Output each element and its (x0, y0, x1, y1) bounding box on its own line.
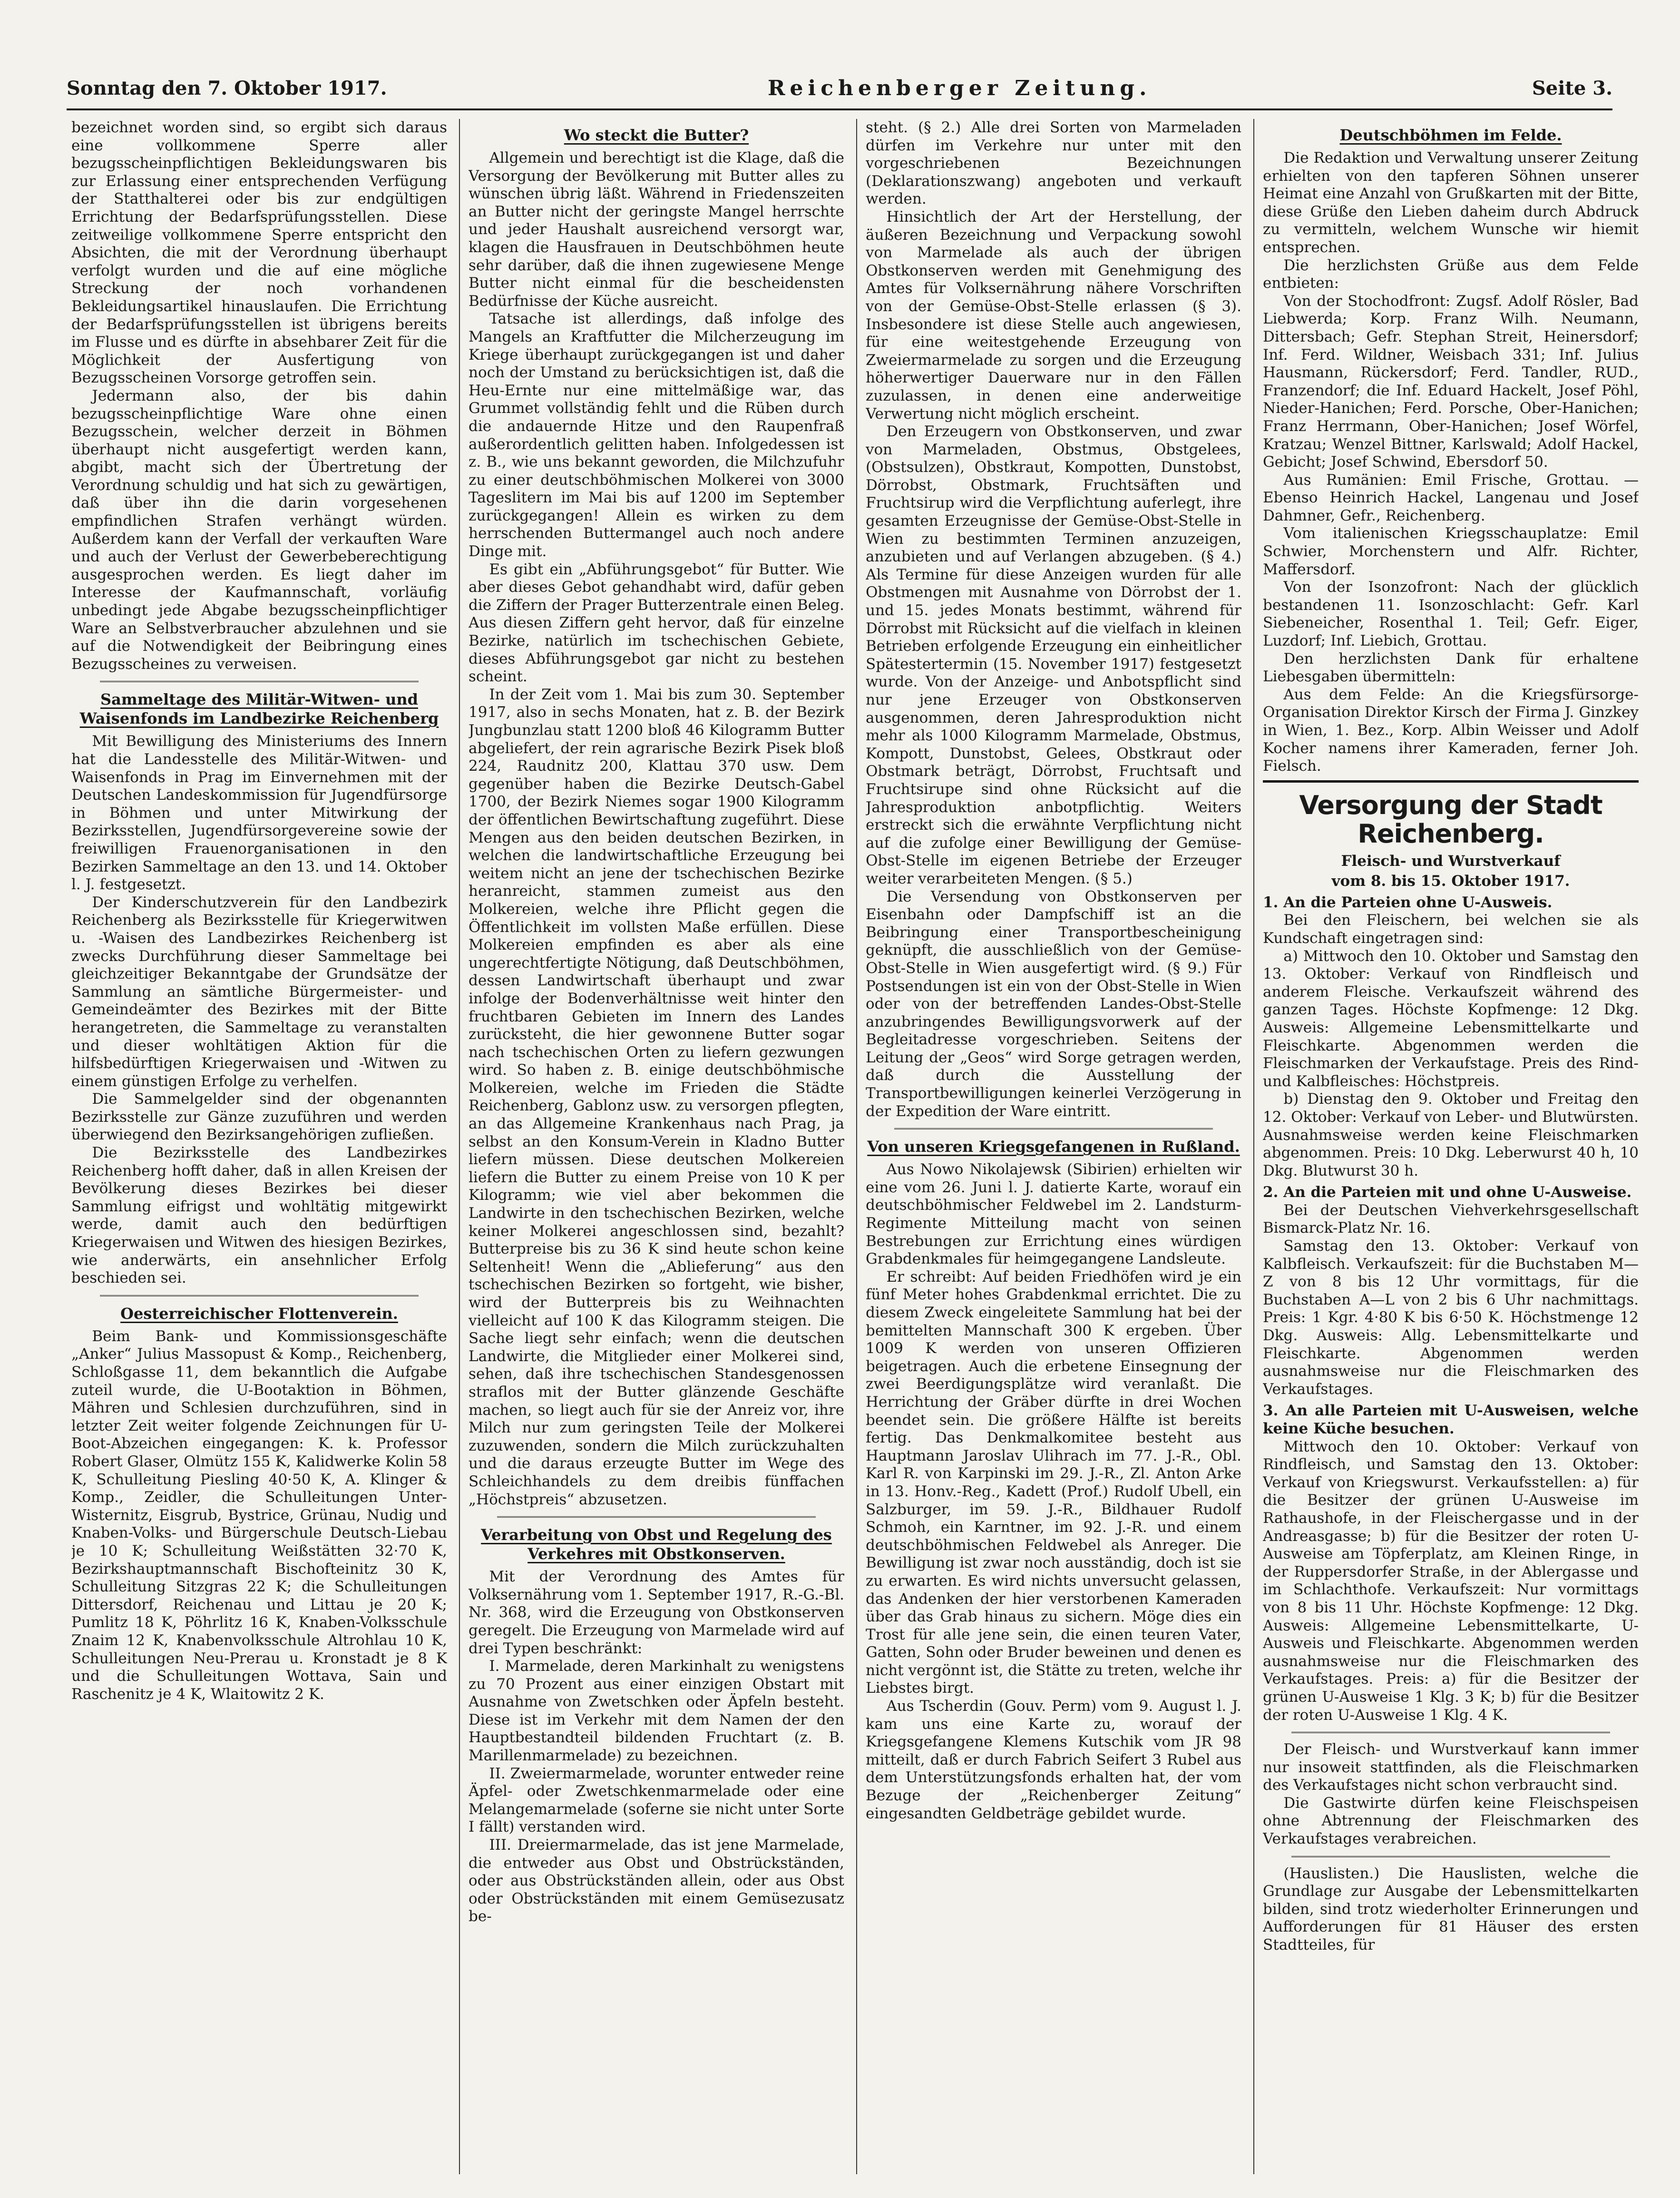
article-paragraph: steht. (§ 2.) Alle drei Sorten von Marmeladen dürfen im Verkehre nur unter mit den vorgeschriebenen Bezeichnungen (Deklarationszwang) angeboten und verkauft werden. (866, 119, 1241, 208)
article-paragraph: Allgemein und berechtigt ist die Klage, daß die Versorgung der Bevölkerung mit Butter alles zu wünschen übrig läßt. Während in Friedenszeiten an Butter nicht der geringste Mangel herrschte und jeder Haushalt ausreichend versorgt war, klagen die Hausfrauen in Deutschböhmen heute sehr darüber, daß die ihnen zugewiesene Menge Butter nicht einmal für die bescheidensten Bedürfnisse der Küche ausreicht. (469, 149, 844, 310)
section-subheadline: Fleisch- und Wurstverkauf (1341, 852, 1561, 870)
article-paragraph: Den Erzeugern von Obstkonserven, und zwar von Marmeladen, Obstmus, Obstgelees, (Obstsulzen), Obstkraut, Kompotten, Dunstobst, Dörrobst, Obstmark, Fruchtsäften und Fruchtsirup wird die Verpflichtung auferlegt, ihre gesamten Erzeugnisse der Gemüse-Obst-Stelle in Wien zu bestimmten Terminen anzuzeigen, anzubieten und auf Verlangen abzugeben. (§ 4.) Als Termine für diese Anzeigen wurden für alle Obstmengen mit Ausnahme von Dörrobst der 1. und 15. jedes Monats bestimmt, während für Dörrobst mit Rücksicht auf die vielfach in kleinen Betrieben erfolgende Erzeugung ein einheitlicher Spätestertermin (15. November 1917) festgesetzt wurde. Von der Anzeige- und Anbotspflicht sind nur jene Erzeuger von Obstkonserven ausgenommen, deren Jahresproduktion nicht mehr als 1000 Kilogramm Marmelade, Obstmus, Kompott, Dunstobst, Gelees, Obstkraut oder Obstmark beträgt, Dörrobst, Fruchtsaft und Fruchtsirupe sind ohne Rücksicht auf die Jahresproduktion anbotpflichtig. Weiters erstreckt sich die erwähnte Verpflichtung nicht auf die zufolge einer Bewilligung der Gemüse-Obst-Stelle im eigenen Betriebe der Erzeuger weiter verarbeiteten Mengen. (§ 5.) (866, 423, 1241, 887)
article-separator (100, 1295, 419, 1296)
column-divider (459, 119, 460, 2174)
column-divider (1253, 119, 1254, 2174)
article-paragraph: bezeichnet worden sind, so ergibt sich daraus eine vollkommene Sperre aller bezugsscheinpflichtigen Bekleidungswaren bis zur Erlassung einer entsprechenden Verfügung der Statthalterei oder bis zur endgültigen Errichtung der Bedarfsprüfungsstellen. Diese zeitweilige vollkommene Sperre entspricht den Absichten, die mit der Verordnung überhaupt verfolgt wurden und die auf eine mögliche Streckung der noch vorhandenen Bekleidungsartikel hinauslaufen. Die Errichtung der Bedarfsprüfungsstellen ist übrigens bereits im Flusse und es dürfte in absehbarer Zeit für die Möglichkeit der Ausfertigung von Bezugsscheinen Vorsorge getroffen sein. (71, 119, 447, 387)
article-headline: Oesterreichischer Flottenverein. (120, 1304, 398, 1323)
section-headline: Versorgung der Stadt Reichenberg. (1299, 790, 1602, 849)
article-headline: Sammeltage des Militär-Witwen- und Waisenfonds im Landbezirke Reichenberg (79, 690, 439, 728)
article-paragraph: In der Zeit vom 1. Mai bis zum 30. September 1917, also in sechs Monaten, hat z. B. der Bezirk Jungbunzlau statt 1200 bloß 46 Kilogramm Butter abgeliefert, der rein agrarische Bezirk Pisek bloß 224, Raudnitz 200, Klattau 370 usw. Dem gegenüber haben die Bezirke Deutsch-Gabel 1700, der Bezirk Niemes sogar 1900 Kilogramm der öffentlichen Bewirtschaftung zugeführt. Diese Mengen aus den beiden deutschen Bezirken, in welchen die landwirtschaftliche Erzeugung bei weitem nicht an jene der tschechischen Bezirke heranreicht, stammen zumeist aus den Molkereien, welche ihre Pflicht gegen die Öffentlichkeit im vollsten Maße erfüllen. Diese Molkereien empfinden es aber als eine ungerechtfertigte Nötigung, daß Deutschböhmen, dessen Landwirtschaft überhaupt und zwar infolge der Bodenverhältnisse weit hinter den fruchtbaren Gebieten im Innern des Landes zurücksteht, die hier gewonnene Butter sogar nach tschechischen Orten zu liefern gezwungen wird. So haben z. B. einige deutschböhmische Molkereien, welche im Frieden die Städte Reichenberg, Gablonz usw. zu versorgen pflegten, an das Allgemeine Krankenhaus nach Prag, ja selbst an den Konsum-Verein in Kladno Butter liefern müssen. Diese deutschen Molkereien liefern die Butter zu einem Preise von 10 K per Kilogramm; wie viel aber bekommen die Landwirte in den tschechischen Bezirken, welche keiner Molkerei angeschlossen sind, bezahlt? Butterpreise bis zu 36 K sind heute schon keine Seltenheit! Wenn die „Ablieferung“ aus den tschechischen Bezirken so fortgeht, wie bisher, wird der Butterpreis bis zu Weihnachten vielleicht auf 100 K das Kilogramm steigen. Die Sache liegt sehr einfach; wenn die deutschen Landwirte, die Mitglieder einer Molkerei sind, sehen, daß ihre tschechischen Standesgenossen straflos mit der Butter glänzende Geschäfte machen, so liegt auch für sie der Anreiz vor, ihre Milch nur zum geringsten Teile der Molkerei zuzuwenden, sondern die Milch zurückzuhalten und die daraus erzeugte Butter im Wege des Schleichhandels zu dem dreibis fünffachen „Höchstpreis“ abzusetzen. (469, 686, 844, 1508)
article-paragraph: Die herzlichsten Grüße aus dem Felde entbieten: (1263, 256, 1639, 292)
article-paragraph: Mit der Verordnung des Amtes für Volksernährung vom 1. September 1917, R.-G.-Bl. Nr. 368, wird die Erzeugung von Obstkonserven geregelt. Die Erzeugung von Marmelade wird auf drei Typen beschränkt: (469, 1568, 844, 1657)
article-paragraph: Von der Isonzofront: Nach der glücklich bestandenen 11. Isonzoschlacht: Gefr. Karl Siebeneicher, Rosenthal 1. Teil; Gefr. Eiger, Luzdorf; Inf. Liebich, Grottau. (1263, 579, 1639, 650)
column-1 (71, 119, 447, 2174)
newspaper-title: Reichenberger Zeitung. (767, 76, 1152, 100)
article-headline: Von unseren Kriegsgefangenen in Rußland. (867, 1138, 1240, 1156)
article-paragraph: Aus Tscherdin (Gouv. Perm) vom 9. August l. J. kam uns eine Karte zu, worauf der Kriegsgefangene Klemens Kutschik vom JR 98 mitteilt, daß er durch Fabrich Seifert 3 Rubel aus dem Unterstützungsfonds erhalten hat, der vom Bezuge der „Reichenberger Zeitung“ eingesandten Geldbeträge gebildet wurde. (866, 1698, 1241, 1822)
column-divider (856, 119, 857, 2174)
article-paragraph: Mittwoch den 10. Oktober: Verkauf von Rindfleisch, und Samstag den 13. Oktober: Verkauf von Kriegswurst. Verkaufsstellen: a) für die Besitzer der grünen U-Ausweise im Rathaushofe, in der Fleischergasse und in der Andreasgasse; b) für die Besitzer der roten U-Ausweise am Töpferplatz, am Kleinen Ringe, in der Ruppersdorfer Straße, in der Ablergasse und im Schlachthofe. Verkaufszeit: Nur vormittags von 8 bis 11 Uhr. Höchste Kopfmenge: 12 Dkg. Ausweis: Allgemeine Lebensmittelkarte, U-Ausweis und Fleischkarte. Abgenommen werden ausnahmsweise nur die Fleischmarken des Verkaufstages. Preis: a) für die Besitzer der grünen U-Ausweise 1 Klg. 3 K; b) für die Besitzer der roten U-Ausweise 1 Klg. 4 K. (1263, 1438, 1639, 1724)
article-paragraph: Beim Bank- und Kommissionsgeschäfte „Anker“ Julius Massopust & Komp., Reichenberg, Schloßgasse 11, dem bekanntlich die Aufgabe zuteil wurde, die U-Bootaktion in Böhmen, Mähren und Schlesien durchzuführen, sind in letzter Zeit weiter folgende Zeichnungen für U-Boot-Abzeichen eingegangen: K. k. Professor Robert Glaser, Olmütz 155 K, Kalidwerke Kolin 58 K, Schulleitung Piesling 40·50 K, A. Klinger & Komp., Zeidler, die Schulleitungen Unter-Wisternitz, Eisgrub, Bystrice, Grünau, Nudig und Knaben-Volks- und Bürgerschule Deutsch-Liebau je 10 K; Schulleitung Weißstätten 32·70 K, Bezirkshauptmannschaft Bischofteinitz 30 K, Schulleitung Sitzgras 22 K; die Schulleitungen Dittersdorf, Reichenau und Littau je 20 K; Pumlitz 18 K, Pöhrlitz 16 K, Knaben-Volksschule Znaim 12 K, Knabenvolksschule Altrohlau 10 K, Schulleitungen Neu-Prerau u. Kronstadt je 8 K und die Schulleitungen Wottava, Sain und Raschenitz je 4 K, Wlaitowitz 2 K. (71, 1327, 447, 1703)
article-separator (1291, 1732, 1610, 1733)
article-paragraph: b) Dienstag den 9. Oktober und Freitag den 12. Oktober: Verkauf von Leber- und Blutwürsten. Ausnahmsweise werden keine Fleischmarken abgenommen. Preis: 10 Dkg. Leberwurst 40 h, 10 Dkg. Blutwurst 30 h. (1263, 1090, 1639, 1179)
page-number: Seite 3. (1532, 77, 1612, 99)
article-separator (1291, 1856, 1610, 1857)
article-paragraph: Jedermann also, der bis dahin bezugsscheinpflichtige Ware ohne einen Bezugsschein, welcher derzeit in Böhmen überhaupt nicht ausgefertigt werden kann, abgibt, macht sich der Übertretung der Verordnung schuldig und hat sich zu gewärtigen, daß über ihn die darin vorgesehenen empfindlichen Strafen verhängt würden. Außerdem kann der Verfall der verkauften Ware und auch der Verlust der Gewerbeberechtigung ausgesprochen werden. Es liegt daher im Interesse der Kaufmannschaft, vorläufig unbedingt jede Abgabe bezugsscheinpflichtiger Ware an Selbstverbraucher abzulehnen und sie auf die Notwendigkeit der Beibringung eines Bezugsscheines zu verweisen. (71, 387, 447, 673)
article-headline: Deutschböhmen im Felde. (1339, 126, 1562, 144)
article-paragraph: Die Redaktion und Verwaltung unserer Zeitung erhielten von den tapferen Söhnen unserer Heimat eine Anzahl von Grußkarten mit der Bitte, diese Grüße den Lieben daheim durch Abdruck zu vermitteln, welchem Wunsche wir hiemit entsprechen. (1263, 149, 1639, 256)
column-2 (469, 119, 844, 2174)
masthead-date: Sonntag den 7. Oktober 1917. (67, 77, 387, 99)
column-3 (866, 119, 1241, 2174)
article-paragraph: Hinsichtlich der Art der Herstellung, der äußeren Bezeichnung und Verpackung sowohl von Marmelade als auch der übrigen Obstkonserven werden mit Genehmigung des Amtes für Volksernährung nähere Vorschriften von der Gemüse-Obst-Stelle erlassen (§ 3). Insbesondere ist diese Stelle auch angewiesen, für eine weitestgehende Erzeugung von Zweiermarmelade zu sorgen und die Erzeugung höherwertiger Dauerware nur in den Fällen zuzulassen, in denen eine anderweitige Verwertung nicht möglich erscheint. (866, 208, 1241, 422)
masthead (67, 71, 1612, 105)
article-paragraph: Die Gastwirte dürfen keine Fleischspeisen ohne Abtrennung der Fleischmarken des Verkaufstages verabreichen. (1263, 1794, 1639, 1848)
article-separator (894, 1128, 1213, 1129)
article-paragraph: II. Zweiermarmelade, worunter entweder reine Äpfel- oder Zwetschkenmarmelade oder eine Melangemarmelade (soferne sie nicht unter Sorte I fällt) verstanden wird. (469, 1765, 844, 1836)
column-4 (1263, 119, 1639, 2174)
article-paragraph: Bei den Fleischern, bei welchen sie als Kundschaft eingetragen sind: (1263, 912, 1639, 947)
article-paragraph: (Hauslisten.) Die Hauslisten, welche die Grundlage zur Ausgabe der Lebensmittelkarten bilden, sind trotz wiederholter Erinnerungen und Aufforderungen für 81 Häuser des ersten Stadtteiles, für (1263, 1864, 1639, 1954)
article-paragraph: III. Dreiermarmelade, das ist jene Marmelade, die entweder aus Obst und Obstrückständen, oder aus Obstrückständen allein, oder aus Obst oder Obstrückständen mit einem Gemüsezusatz be- (469, 1836, 844, 1925)
article-paragraph: Den herzlichsten Dank für erhaltene Liebesgaben übermitteln: (1263, 650, 1639, 686)
article-paragraph: Vom italienischen Kriegsschauplatze: Emil Schwier, Morchenstern und Alfr. Richter, Maffersdorf. (1263, 525, 1639, 578)
article-paragraph: Aus Nowo Nikolajewsk (Sibirien) erhielten wir eine vom 26. Juni l. J. datierte Karte, worauf ein deutschböhmischer Feldwebel im 2. Landsturm-Regimente Mitteilung macht von seinen Bestrebungen zur Errichtung eines würdigen Grabdenkmales für heimgegangene Landsleute. (866, 1161, 1241, 1268)
article-separator (497, 1516, 816, 1518)
article-paragraph: Bei der Deutschen Viehverkehrsgesellschaft Bismarck-Platz Nr. 16. (1263, 1201, 1639, 1237)
section-subheadline: vom 8. bis 15. Oktober 1917. (1331, 872, 1570, 890)
article-paragraph: Von der Stochodfront: Zugsf. Adolf Rösler, Bad Liebwerda; Korp. Franz Wilh. Neumann, Dittersbach; Gefr. Stephan Streit, Heinersdorf; Inf. Ferd. Wildner, Weisbach 331; Inf. Julius Hausmann, Rückersdorf; Ferd. Tandler, RUD., Franzendorf; die Inf. Eduard Hackelt, Josef Pöhl, Nieder-Hanichen; Ferd. Porsche, Ober-Hanichen; Franz Herrmann, Ober-Hanichen; Josef Wörfel, Kratzau; Wenzel Bittner, Karlswald; Adolf Hackel, Gebicht; Josef Schwind, Ebersdorf 50. (1263, 292, 1639, 471)
article-paragraph: Die Sammelgelder sind der obgenannten Bezirksstelle zur Gänze zuzuführen und werden überwiegend den Bezirksangehörigen zufließen. (71, 1090, 447, 1144)
article-separator (100, 681, 419, 682)
article-paragraph: Es gibt ein „Abführungsgebot“ für Butter. Wie aber dieses Gebot gehandhabt wird, dafür geben die Ziffern der Prager Butterzentrale einen Beleg. Aus diesen Ziffern geht hervor, daß für einzelne Bezirke, natürlich im tschechischen Gebiete, dieses Abführungsgebot gar nicht zu bestehen scheint. (469, 560, 844, 686)
list-heading: 3. An alle Parteien mit U-Ausweisen, welche keine Küche besuchen. (1263, 1402, 1639, 1437)
article-paragraph: I. Marmelade, deren Markinhalt zu wenigstens zu 70 Prozent aus einer einzigen Obstart mit Ausnahme von Zwetschken oder Äpfeln besteht. Diese ist im Verkehr mit dem Namen der den Hauptbestandteil bildenden Fruchtart (z. B. Marillenmarmelade) zu bezeichnen. (469, 1658, 844, 1765)
masthead-rule (67, 108, 1612, 110)
article-paragraph: Die Bezirksstelle des Landbezirkes Reichenberg hofft daher, daß in allen Kreisen der Bevölkerung dieses Bezirkes bei dieser Sammlung eifrigst und wohltätig mitgewirkt werde, damit auch den bedürftigen Kriegerwaisen und Witwen des hiesigen Bezirkes, wie anderwärts, ein ansehnlicher Erfolg beschieden sei. (71, 1144, 447, 1287)
section-rule (1263, 780, 1639, 783)
article-paragraph: Tatsache ist allerdings, daß infolge des Mangels an Kraftfutter die Milcherzeugung im Kriege überhaupt zurückgegangen ist und daher noch der Umstand zu berücksichtigen ist, daß die Heu-Ernte nur eine mittelmäßige war, das Grummet vollständig fehlt und die Rüben durch die andauernde Hitze und den Raupenfraß außerordentlich gelitten haben. Infolgedessen ist z. B., wie uns bekannt geworden, die Milchzufuhr zu einer deutschböhmischen Molkerei von 3000 Tageslitern im Mai bis auf 1200 im September zurückgegangen! Allein es wirken zu dem herrschenden Buttermangel auch noch andere Dinge mit. (469, 310, 844, 560)
article-paragraph: Aus Rumänien: Emil Frische, Grottau. — Ebenso Heinrich Hackel, Langenau und Josef Dahmner, Gefr., Reichenberg. (1263, 471, 1639, 524)
article-headline: Wo steckt die Butter? (564, 126, 749, 144)
article-paragraph: a) Mittwoch den 10. Oktober und Samstag den 13. Oktober: Verkauf von Rindfleisch und anderem Fleische. Verkaufszeit während des ganzen Tages. Höchste Kopfmenge: 12 Dkg. Ausweis: Allgemeine Lebensmittelkarte und Fleischkarte. Abgenommen werden die Fleischmarken der Verkaufstage. Preis des Rind- und Kalbfleisches: Höchstpreis. (1263, 947, 1639, 1090)
article-paragraph: Samstag den 13. Oktober: Verkauf von Kalbfleisch. Verkaufszeit: für die Buchstaben M—Z von 8 bis 12 Uhr vormittags, für die Buchstaben A—L von 2 bis 6 Uhr nachmittags. Preis: 1 Kgr. 4·80 K bis 6·50 K. Höchstmenge 12 Dkg. Ausweis: Allg. Lebensmittelkarte und Fleischkarte. Abgenommen werden ausnahmsweise nur die Fleischmarken des Verkaufstages. (1263, 1237, 1639, 1398)
list-heading: 2. An die Parteien mit und ohne U-Ausweise. (1263, 1184, 1632, 1201)
article-paragraph: Er schreibt: Auf beiden Friedhöfen wird je ein fünf Meter hohes Grabdenkmal errichtet. Die zu diesem Zweck eingeleitete Sammlung hat bei der bemittelten Mannschaft 300 K ergeben. Über 1009 K werden von unseren Offizieren beigetragen. Auch die erbetene Einsegnung der zwei Beerdigungsplätze wird veranlaßt. Die Herrichtung der Gräber dürfte in drei Wochen beendet sein. Die größere Hälfte ist bereits fertig. Das Denkmalkomitee besteht aus Hauptmann Jaroslav Ulihrach im 77. J.-R., Obl. Karl R. von Karpinski im 29. J.-R., Zl. Anton Arke in 13. Honv.-Reg., Kadett (Prof.) Rudolf Ubell, ein Salzburger, im 59. J.-R., Bildhauer Rudolf Schmoh, ein Karntner, im 92. J.-R. und einem deutschböhmischen Feldwebel als Anreger. Die Bewilligung ist zwar noch ausständig, doch ist sie zu erwarten. Es wird nichts unversucht gelassen, das Andenken der hier verstorbenen Kameraden über das Grab hinaus zu sichern. Möge dies ein Trost für alle jene sein, die einen teuren Vater, Gatten, Sohn oder Bruder beweinen und denen es nicht vergönnt ist, die Stätte zu treten, welche ihr Liebstes birgt. (866, 1268, 1241, 1697)
article-paragraph: Mit Bewilligung des Ministeriums des Innern hat die Landesstelle des Militär-Witwen- und Waisenfonds in Prag im Einvernehmen mit der Deutschen Landeskommission für Jugendfürsorge in Böhmen und unter Mitwirkung der Bezirksstellen, Jugendfürsorgevereine sowie der freiwilligen Frauenorganisationen in den Bezirken Sammeltage an den 13. und 14. Oktober l. J. festgesetzt. (71, 733, 447, 893)
article-paragraph: Die Versendung von Obstkonserven per Eisenbahn oder Dampfschiff ist an die Beibringung einer Transportbescheinigung geknüpft, die ausschließlich von der Gemüse-Obst-Stelle in Wien ausgefertigt wird. (§ 9.) Für Postsendungen ist ein von der Obst-Stelle in Wien oder von der betreffenden Landes-Obst-Stelle anzubringendes Bewilligungsvorwerk auf der Begleitadresse vorgeschrieben. Seitens der Leitung der „Geos“ wird Sorge getragen werden, daß durch die Ausstellung der Transportbewilligungen keinerlei Verzögerung in der Expedition der Ware eintritt. (866, 888, 1241, 1120)
article-headline: Verarbeitung von Obst und Regelung des Verkehres mit Obstkonserven. (481, 1526, 832, 1563)
article-paragraph: Der Kinderschutzverein für den Landbezirk Reichenberg als Bezirksstelle für Kriegerwitwen u. -Waisen des Landbezirkes Reichenberg ist zwecks Durchführung dieser Sammeltage bei gleichzeitiger Bekanntgabe der Grundsätze der Sammlung an sämtliche Bürgermeister- und Gemeindeämter des Bezirkes mit der Bitte herangetreten, die Sammeltage zu veranstalten und dieser wohltätigen Aktion für die hilfsbedürftigen Kriegerwaisen und -Witwen zu einem günstigen Erfolge zu verhelfen. (71, 893, 447, 1090)
article-paragraph: Aus dem Felde: An die Kriegsfürsorge-Organisation Direktor Kirsch der Firma J. Ginzkey in Wien, 1. Bez., Korp. Albin Weisser und Adolf Kocher namens ihrer Kameraden, ferner Joh. Fielsch. (1263, 686, 1639, 775)
article-paragraph: Der Fleisch- und Wurstverkauf kann immer nur insoweit stattfinden, als die Fleischmarken des Verkaufstages nicht schon verbraucht sind. (1263, 1741, 1639, 1794)
list-heading: 1. An die Parteien ohne U-Ausweis. (1263, 893, 1553, 911)
